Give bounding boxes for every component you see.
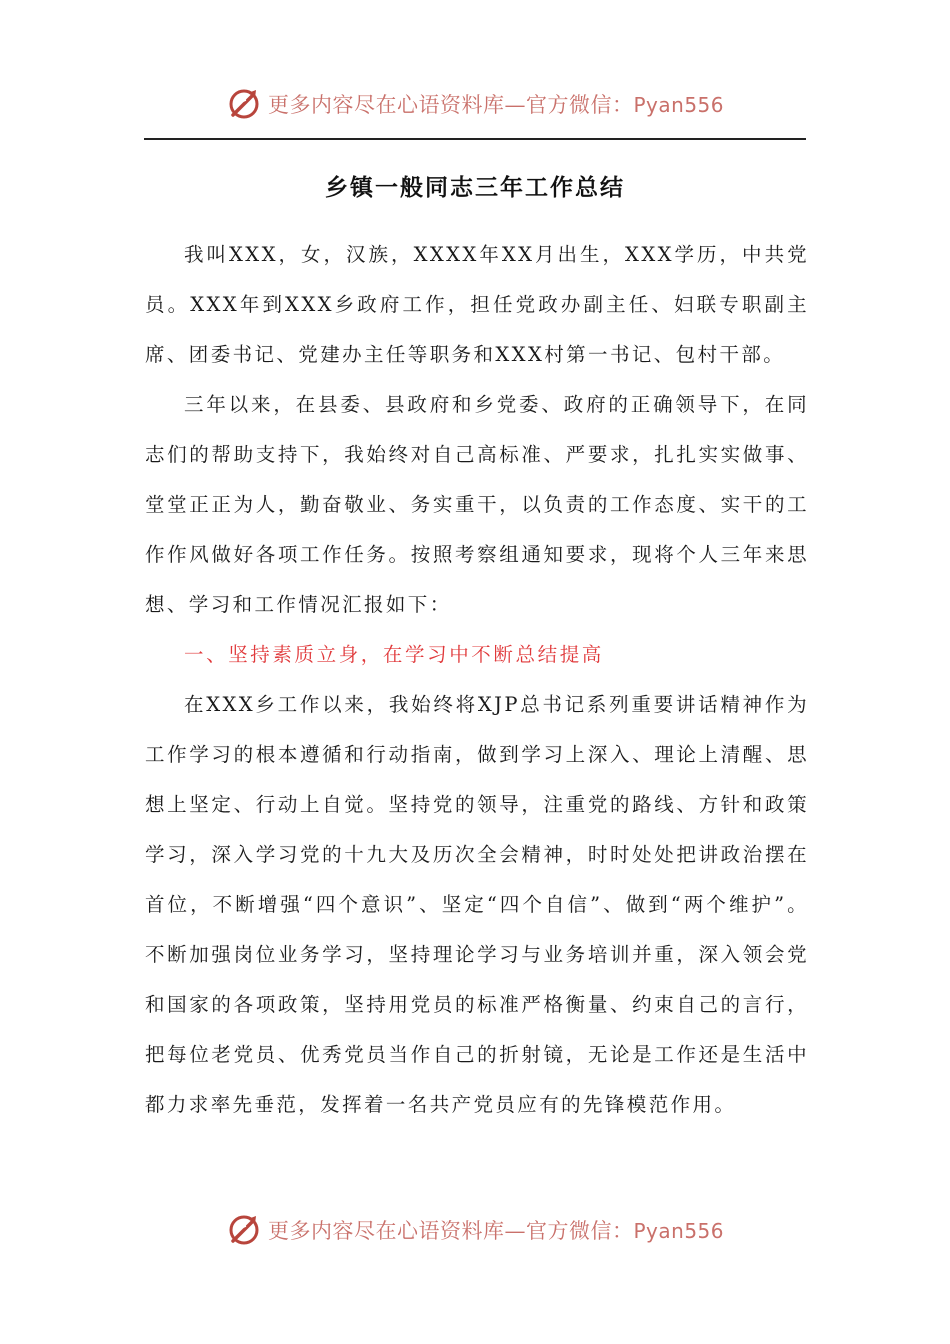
banner-slogan: 更多内容尽在心语资料库—官方微信： [267,1219,634,1243]
document-title: 乡镇一般同志三年工作总结 [325,174,625,201]
banner-wechat-id: Pyan556 [633,93,724,117]
header-banner [0,80,950,128]
paragraph-intro: 我叫XXX，女，汉族，XXXX年XX月出生，XXX学历，中共党员。XXX年到XXX乡政府工作，担任党政办副主任、妇联专职副主席、团委书记、党建办主任等职务和XXX村第一书记、包村干部。 [145,243,809,366]
header-divider [144,138,806,140]
banner-text [268,1215,724,1245]
pen-logo-icon [226,86,262,122]
footer-banner [0,1206,950,1254]
banner-text [268,89,724,119]
banner-wechat-id: Pyan556 [633,1219,724,1243]
banner-slogan: 更多内容尽在心语资料库—官方微信： [267,93,634,117]
pen-logo-icon [226,1212,262,1248]
section-heading: 一、坚持素质立身，在学习中不断总结提高 [184,643,604,666]
paragraph-summary: 三年以来，在县委、县政府和乡党委、政府的正确领导下，在同志们的帮助支持下，我始终对自己高标准、严要求，扎扎实实做事、堂堂正正为人，勤奋敬业、务实重干，以负责的工作态度、实干的工作作风做好各项工作任务。按照考察组通知要求，现将个人三年来思想、学习和工作情况汇报如下： [145,393,809,616]
paragraph-study: 在XXX乡工作以来，我始终将XJP总书记系列重要讲话精神作为工作学习的根本遵循和行动指南，做到学习上深入、理论上清醒、思想上坚定、行动上自觉。坚持党的领导，注重党的路线、方针和政策学习，深入学习党的十九大及历次全会精神，时时处处把讲政治摆在首位，不断增强“四个意识”、坚定“四个自信”、做到“两个维护”。不断加强岗位业务学习，坚持理论学习与业务培训并重，深入领会党和国家的各项政策，坚持用党员的标准严格衡量、约束自己的言行，把每位老党员、优秀党员当作自己的折射镜，无论是工作还是生活中都力求率先垂范，发挥着一名共产党员应有的先锋模范作用。 [145,693,809,1116]
document-body [145,230,809,1130]
